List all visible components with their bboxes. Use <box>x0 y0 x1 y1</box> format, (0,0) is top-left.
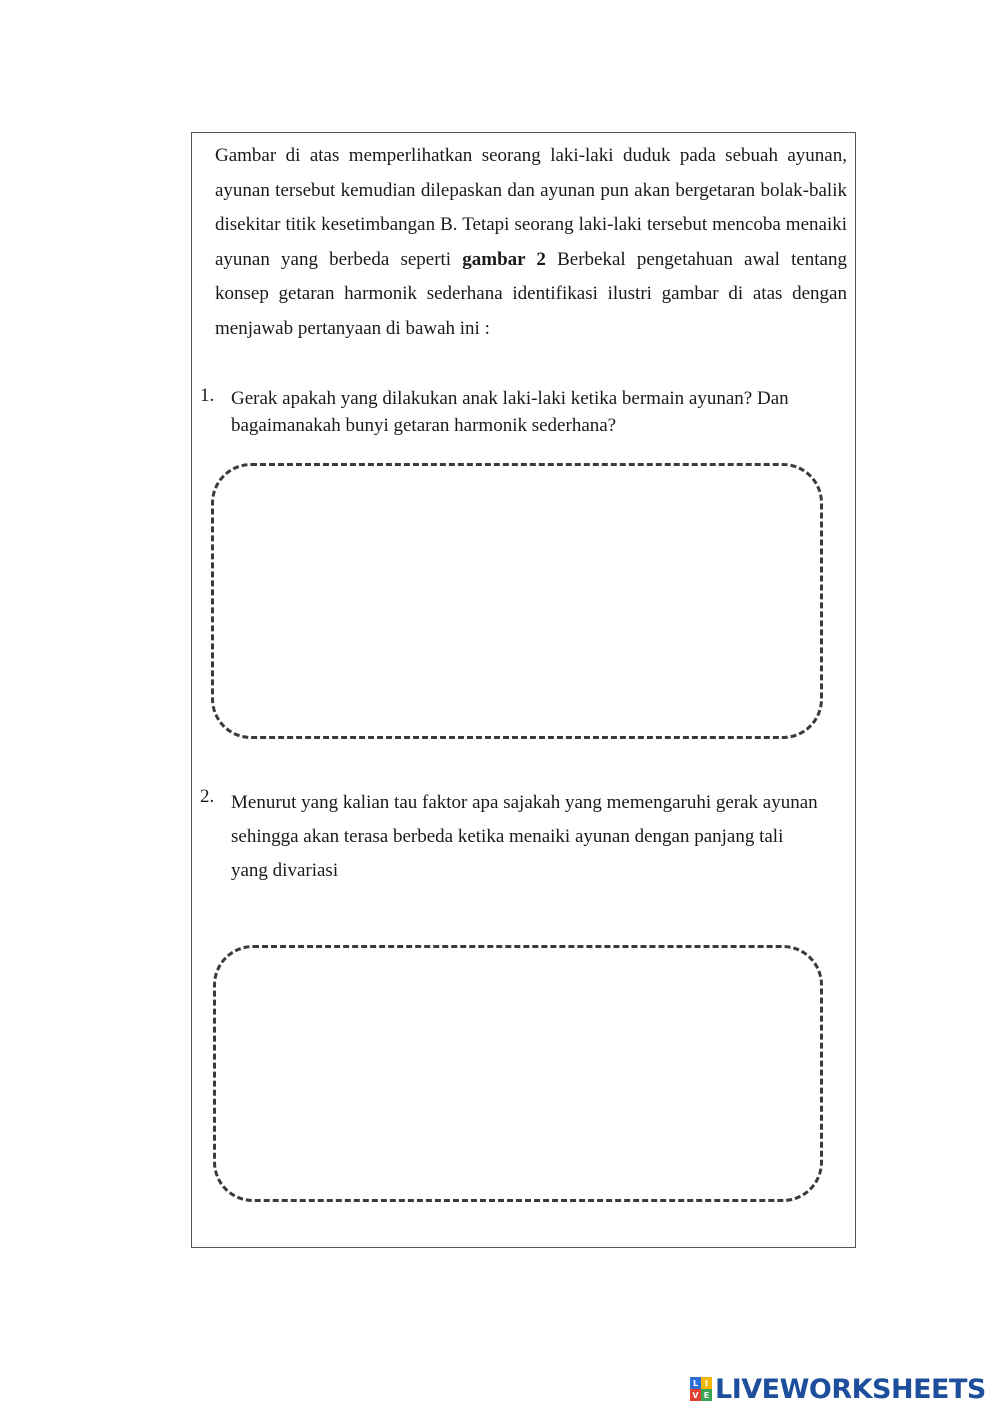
logo-mark-letter: V <box>690 1389 701 1401</box>
intro-paragraph <box>215 139 847 346</box>
intro-bold-reference: gambar 2 <box>462 248 546 270</box>
question-number: 2. <box>200 786 215 807</box>
logo-mark-letter: I <box>701 1377 712 1389</box>
liveworksheets-logo-icon <box>690 1377 712 1401</box>
liveworksheets-logo <box>690 1372 986 1406</box>
logo-mark-letter: E <box>701 1389 712 1401</box>
question-text: Menurut yang kalian tau faktor apa sajakah yang memengaruhi gerak ayunan sehingga akan terasa berbeda ketika menaiki ayunan dengan panjang tali yang divariasi <box>231 792 818 881</box>
answer-box-1[interactable] <box>211 463 823 739</box>
question-text: Gerak apakah yang dilakukan anak laki-laki ketika bermain ayunan? Dan bagaimanakah bunyi getaran harmonik sederhana? <box>231 388 789 436</box>
logo-text: LIVEWORKSHEETS <box>715 1373 986 1405</box>
logo-mark-letter: L <box>690 1377 701 1389</box>
answer-box-2[interactable] <box>213 945 823 1202</box>
intro-text-after: Berbekal pengetahuan awal tentang konsep getaran harmonik sederhana identifikasi ilustri gambar di atas dengan menjawab pertanyaan di bawah ini : <box>215 248 847 339</box>
question-number: 1. <box>200 385 215 406</box>
intro-text-before: Gambar di atas memperlihatkan seorang laki-laki duduk pada sebuah ayunan, ayunan tersebut kemudian dilepaskan dan ayunan pun akan bergetaran bolak-balik disekitar titik kesetimbangan B. Tetapi seorang laki-laki tersebut mencoba menaiki ayunan yang berbeda seperti <box>215 145 847 270</box>
